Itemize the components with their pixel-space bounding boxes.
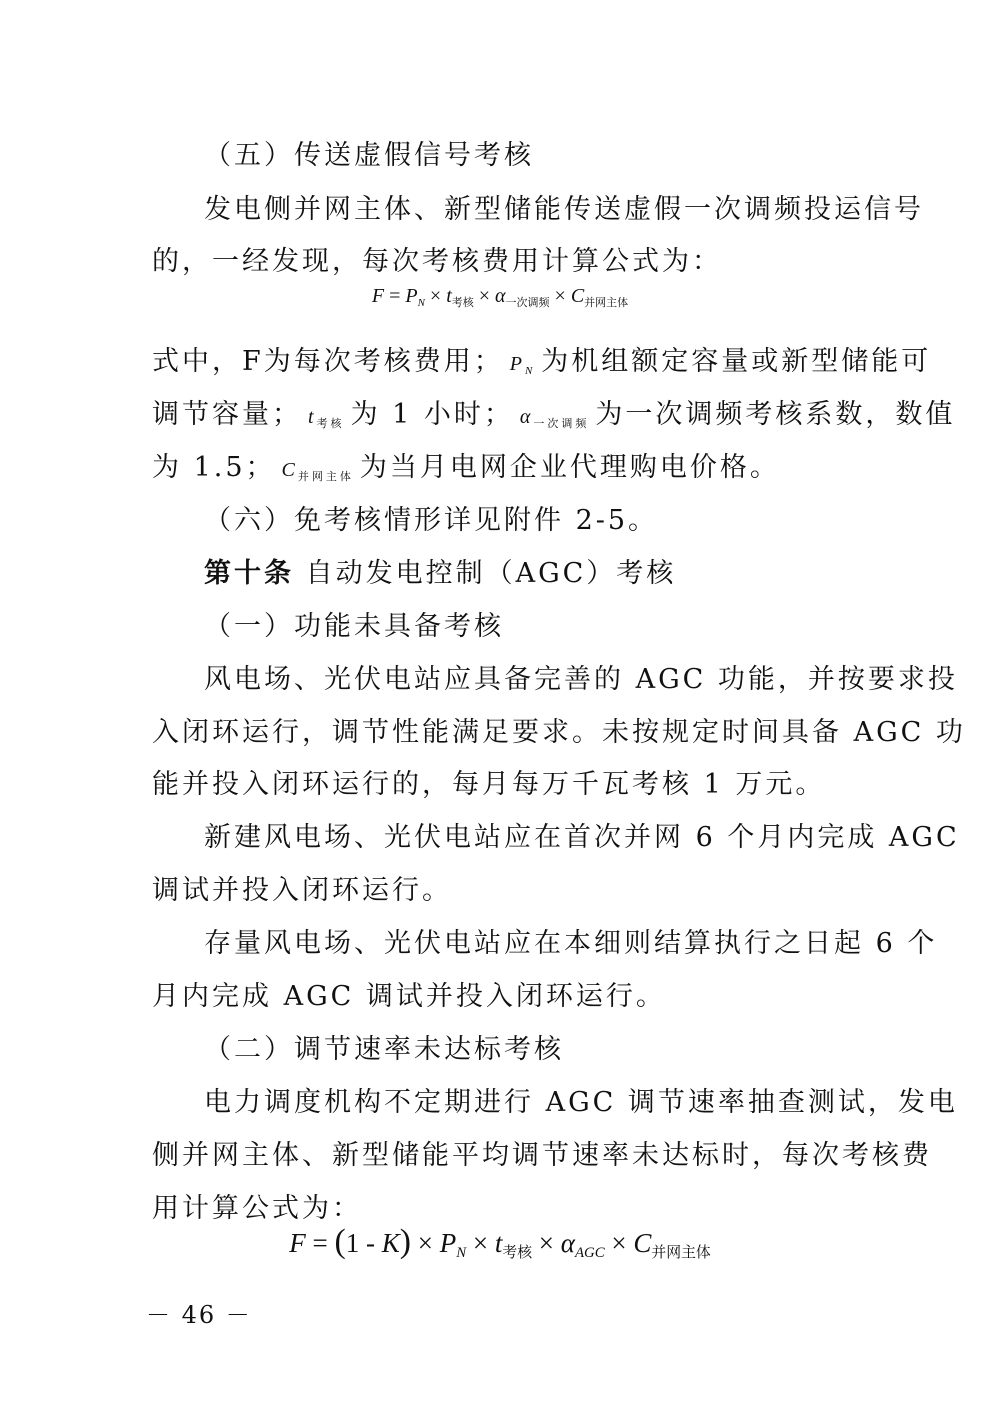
formula-var: C [281,459,298,481]
paragraph-line: 能并投入闭环运行的，每月每万千瓦考核 1 万元。 [152,769,826,800]
formula-paren: ( [334,1223,346,1260]
formula-subscript: 考核 [451,296,474,309]
paragraph-line: 风电场、光伏电站应具备完善的 AGC 功能，并按要求投 [204,664,958,695]
formula-subscript: 一次调频 [505,296,550,309]
section-heading: （一）功能未具备考核 [204,611,504,642]
paragraph-line: 入闭环运行，调节性能满足要求。未按规定时间具备 AGC 功 [152,717,966,748]
formula-op: × [410,1228,440,1258]
text-span: 为 1.5； [152,452,276,483]
formula-var: α [495,285,506,307]
section-heading-5: （五）传送虚假信号考核 [204,140,534,171]
formula-op: × [532,1228,561,1258]
paragraph-line: 侧并网主体、新型储能平均调节速率未达标时，每次考核费 [152,1140,932,1171]
paragraph-line: 调试并投入闭环运行。 [152,875,452,906]
text-span: 为 1 小时； [350,399,514,430]
formula-agc-rate [0,1223,1000,1262]
formula-var: K [381,1228,400,1258]
paragraph-line: 的，一经发现，每次考核费用计算公式为： [152,246,722,277]
formula-subscript: N [456,1245,467,1262]
article-heading [204,554,848,594]
formula-var: t [494,1228,503,1258]
formula-subscript: N [524,364,536,377]
formula-op: = [384,285,406,307]
paragraph-line: 存量风电场、光伏电站应在本细则结算执行之日起 6 个 [204,928,938,959]
text-span: 式中，F为每次考核费用； [152,346,504,377]
formula-var: P [405,285,418,307]
formula-var: t [446,285,452,307]
section-heading: （二）调节速率未达标考核 [204,1034,564,1065]
inline-formula-t [308,406,345,428]
formula-op: × [604,1228,634,1258]
formula-subscript: 并网主体 [651,1245,711,1262]
text-span: 为当月电网企业代理购电价格。 [359,452,780,483]
formula-paren: ) [399,1223,411,1260]
formula-subscript: 考核 [502,1245,533,1262]
formula-var: t [308,406,317,428]
paragraph-line: 电力调度机构不定期进行 AGC 调节速率抽查测试，发电 [204,1087,958,1118]
formula-subscript: 并网主体 [584,296,629,309]
formula-subscript: 考核 [316,417,345,430]
formula-var: P [439,1228,457,1258]
text-span: 为一次调频考核系数，数值 [595,399,956,430]
formula-op: 1 - [345,1228,382,1258]
formula-var: F [289,1228,306,1258]
article-number: 第十条 [204,558,294,589]
paragraph-line [152,448,848,497]
paragraph-line: 月内完成 AGC 调试并投入闭环运行。 [152,981,666,1012]
inline-formula-c [282,459,354,481]
formula-var: α [519,406,534,428]
article-title: 自动发电控制（AGC）考核 [294,558,677,589]
formula-var: P [509,353,525,375]
formula-op: = [305,1228,335,1258]
formula-false-signal [0,285,1000,310]
formula-subscript: 一次调频 [533,417,590,430]
formula-var: C [570,285,585,307]
formula-subscript: N [417,296,425,309]
text-span: 调节容量； [152,399,302,430]
formula-var: C [633,1228,652,1258]
formula-op: × [473,285,496,307]
paragraph-line: 发电侧并网主体、新型储能传送虚假一次调频投运信号 [204,194,924,225]
paragraph-line [152,395,956,444]
formula-op: × [424,285,447,307]
paragraph-line: 用计算公式为： [152,1193,362,1224]
paragraph-line: 新建风电场、光伏电站应在首次并网 6 个月内完成 AGC [204,822,960,853]
formula-var: F [371,285,385,307]
formula-subscript: 并网主体 [297,470,354,483]
inline-formula-pn [510,353,536,375]
formula-subscript: AGC [574,1245,605,1262]
formula-op: × [549,285,571,307]
inline-formula-alpha [520,406,590,428]
section-heading-6: （六）免考核情形详见附件 2-5。 [204,505,659,536]
formula-op: × [466,1228,495,1258]
formula-var: α [560,1228,575,1258]
text-span: 为机组额定容量或新型储能可 [541,346,932,377]
page-number: － 46 － [146,1301,252,1329]
paragraph-line [152,342,932,391]
